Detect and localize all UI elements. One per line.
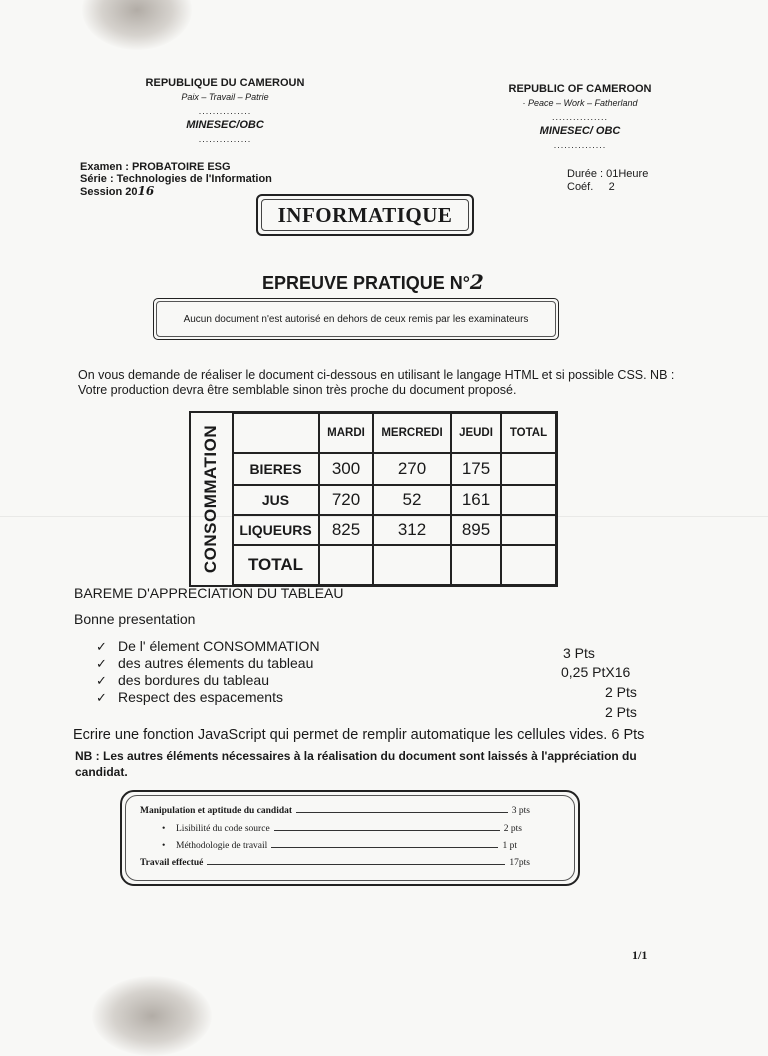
bullet-icon: • xyxy=(162,841,166,851)
check-icon: ✓ xyxy=(96,690,107,705)
grading-points: 3 pts xyxy=(511,806,530,816)
table-cell: 52 xyxy=(373,485,451,515)
motto-fr: Paix – Travail – Patrie xyxy=(181,92,269,102)
bullet-icon: • xyxy=(162,824,166,834)
bareme-subtitle: Bonne presentation xyxy=(74,611,196,627)
grading-row: • Lisibilité du code source 2 pts xyxy=(162,824,522,834)
list-item: ✓ Respect des espacements xyxy=(96,689,283,705)
grading-row: Travail effectué 17pts xyxy=(140,858,530,868)
table-corner-cell xyxy=(232,413,319,453)
header-right xyxy=(490,82,670,152)
ministry-fr: MINESEC/OBC xyxy=(186,119,264,131)
js-task xyxy=(73,727,644,743)
col-header-jeudi: JEUDI xyxy=(451,413,501,453)
grading-box xyxy=(120,790,580,886)
exam-session xyxy=(80,185,272,198)
dots-separator: ............... xyxy=(198,106,252,116)
list-item: ✓ des autres élements du tableau xyxy=(96,655,314,671)
table-cell-empty xyxy=(319,545,373,585)
list-item: ✓ des bordures du tableau xyxy=(96,672,269,688)
grading-row: Manipulation et aptitude du candidat 3 pts xyxy=(140,806,530,816)
vertical-label-cell xyxy=(191,413,234,585)
grading-points: 2 pts xyxy=(503,824,522,834)
js-task-text: Ecrire une fonction JavaScript qui permet de remplir automatique les cellules vides. xyxy=(73,727,608,743)
grading-points: 17pts xyxy=(509,858,530,868)
nb-note: NB : Les autres éléments nécessaires à la réalisation du document sont laissés à l'appréciation du candidat. xyxy=(75,749,637,779)
table-cell: 270 xyxy=(373,453,451,485)
table-cell: 720 xyxy=(319,485,373,515)
paper-stain-top xyxy=(82,0,192,50)
subject-title: INFORMATIQUE xyxy=(277,202,453,227)
table-cell-empty xyxy=(501,453,556,485)
exam-info xyxy=(80,161,272,198)
grading-points: 1 pt xyxy=(502,841,517,851)
table-cell: 312 xyxy=(373,515,451,545)
table-cell-empty xyxy=(451,545,501,585)
page-number: 1/1 xyxy=(632,948,648,962)
col-header-mardi: MARDI xyxy=(319,413,373,453)
check-icon: ✓ xyxy=(96,639,107,654)
bareme-list xyxy=(96,638,320,706)
duration: Durée : 01Heure xyxy=(567,168,649,180)
table-cell: 300 xyxy=(319,453,373,485)
points-value: 3 Pts xyxy=(563,645,595,661)
notice-box xyxy=(153,298,559,340)
check-icon: ✓ xyxy=(96,673,107,688)
bareme-section xyxy=(74,584,344,628)
table-cell: 161 xyxy=(451,485,501,515)
exam-duration xyxy=(567,168,648,194)
dots-separator: ................ xyxy=(551,112,608,122)
ministry-en: MINESEC/ OBC xyxy=(539,125,621,137)
instructions: On vous demande de réaliser le document ci-dessous en utilisant le langage HTML et si possible CSS. NB : Votre production devra être semblable sinon très proche du document proposé. xyxy=(78,368,675,397)
table-cell-empty xyxy=(501,515,556,545)
subject-box xyxy=(256,194,474,236)
col-header-total: TOTAL xyxy=(501,413,556,453)
dots-separator: ............... xyxy=(553,140,607,150)
table-cell: 175 xyxy=(451,453,501,485)
exam-name: Examen : PROBATOIRE ESG xyxy=(80,161,231,173)
epreuve-number-handwritten: 2 xyxy=(469,270,484,294)
consumption-table xyxy=(189,411,558,587)
table-cell: 895 xyxy=(451,515,501,545)
epreuve-title xyxy=(262,270,484,294)
js-task-points: 6 Pts xyxy=(611,727,645,743)
header-left xyxy=(130,76,320,146)
row-label-total: TOTAL xyxy=(232,545,319,585)
country-en: REPUBLIC OF CAMEROON xyxy=(508,83,652,95)
country-fr: REPUBLIQUE DU CAMEROUN xyxy=(145,77,305,89)
col-header-mercredi: MERCREDI xyxy=(373,413,451,453)
exam-serie: Série : Technologies de l'Information xyxy=(80,173,272,185)
notice-text: Aucun document n'est autorisé en dehors de ceux remis par les examinateurs xyxy=(183,313,529,325)
table-cell-empty xyxy=(373,545,451,585)
row-label-jus: JUS xyxy=(232,485,319,515)
table-cell-empty xyxy=(501,545,556,585)
check-icon: ✓ xyxy=(96,656,107,671)
list-item: ✓ De l' élement CONSOMMATION xyxy=(96,638,320,654)
motto-en: · Peace – Work – Fatherland xyxy=(522,98,638,108)
row-label-liqueurs: LIQUEURS xyxy=(232,515,319,545)
points-value: 2 Pts xyxy=(605,684,637,700)
points-value: 2 Pts xyxy=(605,704,637,720)
session-year-handwritten: 16 xyxy=(137,184,155,198)
vertical-label: CONSOMMATION xyxy=(201,424,220,574)
grading-row: • Méthodologie de travail 1 pt xyxy=(162,841,517,851)
session-prefix: Session 20 xyxy=(80,186,138,198)
bareme-title: BAREME D'APPRECIATION DU TABLEAU xyxy=(74,585,344,601)
row-label-bieres: BIERES xyxy=(232,453,319,485)
coefficient: Coéf. 2 xyxy=(567,181,615,193)
paper-stain-bottom xyxy=(92,976,212,1056)
table-cell: 825 xyxy=(319,515,373,545)
table-cell-empty xyxy=(501,485,556,515)
points-value: 0,25 PtX16 xyxy=(561,664,631,680)
epreuve-label: EPREUVE PRATIQUE N° xyxy=(262,273,470,293)
dots-separator: ............... xyxy=(198,134,252,144)
